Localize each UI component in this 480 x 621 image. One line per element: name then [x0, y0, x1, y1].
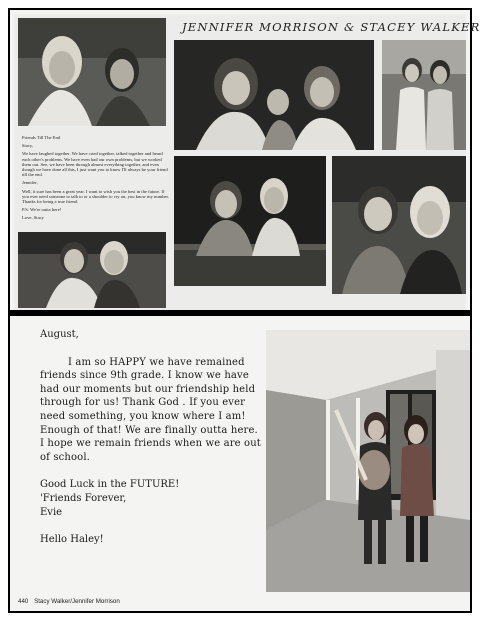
blurb-paragraph: Well, it sure has been a great year. I want to wish you the best in the future. If you ever need someone to talk to or a shoulder to cry on, you know my number. Thanks for being a true friend.	[22, 188, 169, 205]
blurb-paragraph: We have laughed together. We have cried together, talked together and heard each other's problems. We have even had our own problems, but we worked them out. See, we have been through almost everything together, and even though we have done all this, I just want you to know I'll always be your friend till the end.	[22, 151, 168, 178]
section-divider	[10, 310, 470, 316]
letter-closing: Good Luck in the FUTURE!	[40, 479, 180, 491]
page-footer	[18, 598, 124, 605]
photo-top-right	[382, 40, 466, 150]
letter-salutation: August,	[40, 329, 79, 340]
page-number: 440	[18, 598, 29, 605]
blurb-heading: Friends Till The End	[22, 135, 61, 140]
photo-hallway	[266, 330, 470, 592]
photo-bottom-left	[18, 232, 166, 308]
blurb-greeting: Jennifer,	[22, 180, 38, 186]
letter-body: I am so HAPPY we have remained friends since 9th grade. I know we have had our moments but our friendship held through for us! Thank God . If you ever need something, you know where I am! Enough of that! We are finally outta here. I hope we remain friends when we are out of school.	[40, 356, 261, 463]
blurb-postscript: P.S. We're outta here!	[22, 207, 62, 213]
photo-pool-table	[174, 156, 326, 286]
photo-smiling-pair	[332, 156, 466, 294]
photo-group-with-child	[174, 40, 374, 150]
top-photo-panel	[14, 14, 480, 310]
photo-top-left	[18, 18, 166, 126]
letter-signature: Evie	[40, 506, 63, 518]
friendship-letter	[40, 328, 262, 547]
footer-names: Stacy Walker/Jennifer Morrison	[34, 598, 120, 605]
blurb-greeting: Stacy,	[22, 143, 34, 149]
letter-postscript: Hello Haley!	[40, 534, 104, 546]
yearbook-page	[8, 8, 480, 613]
letter-closing: 'Friends Forever,	[40, 492, 127, 504]
blurb-signoff: Love, Stacy	[22, 215, 44, 221]
friendship-blurb	[22, 135, 170, 224]
banner-title: JENNIFER MORRISON & STACEY WALKER	[182, 20, 480, 34]
